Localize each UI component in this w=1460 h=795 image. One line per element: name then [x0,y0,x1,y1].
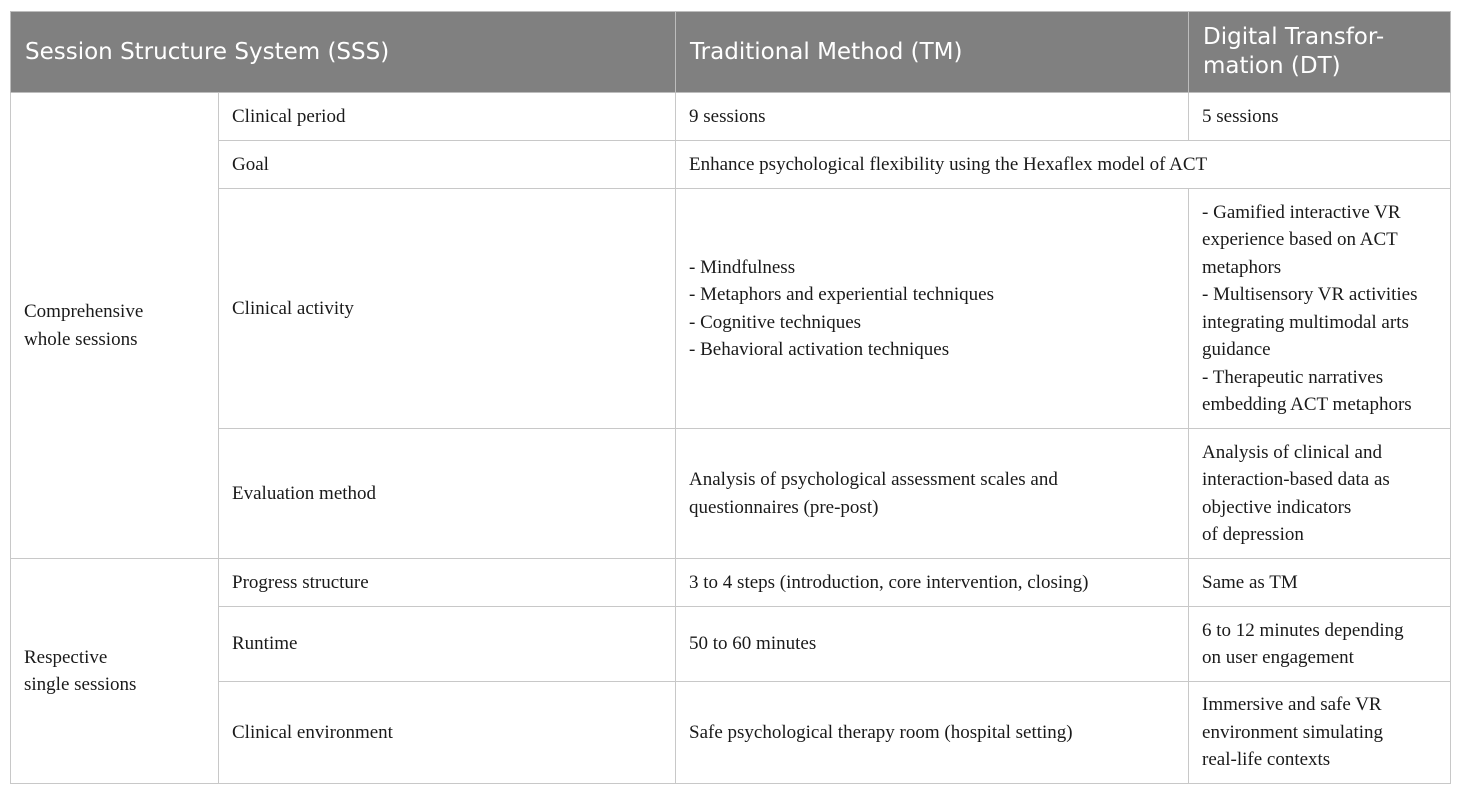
row-item: Runtime [219,607,676,682]
row-item: Clinical environment [219,682,676,784]
header-dt: Digital Transfor- mation (DT) [1189,12,1451,93]
row-item: Progress structure [219,559,676,607]
row-item: Clinical activity [219,189,676,429]
row-tm-value: Safe psychological therapy room (hospital setting) [676,682,1189,784]
row-tm-value: Analysis of psychological assessment scales and questionnaires (pre-post) [676,429,1189,559]
table-row [11,141,1451,189]
table-row [11,682,1451,784]
row-tm-value: 9 sessions [676,93,1189,141]
row-item: Clinical period [219,93,676,141]
session-structure-table [10,11,1451,784]
group-label-comprehensive: Comprehensive whole sessions [11,93,219,559]
header-sss: Session Structure System (SSS) [11,12,676,93]
row-item: Goal [219,141,676,189]
row-dt-value: Immersive and safe VR environment simulating real-life contexts [1189,682,1451,784]
row-tm-value: - Mindfulness - Metaphors and experiential techniques - Cognitive techniques - Behavioral activation techniques [676,189,1189,429]
row-dt-value: 5 sessions [1189,93,1451,141]
row-dt-value: Analysis of clinical and interaction-based data as objective indicators of depression [1189,429,1451,559]
row-tm-value: 50 to 60 minutes [676,607,1189,682]
row-item: Evaluation method [219,429,676,559]
row-tm-value: 3 to 4 steps (introduction, core intervention, closing) [676,559,1189,607]
header-tm: Traditional Method (TM) [676,12,1189,93]
group-label-respective: Respective single sessions [11,559,219,784]
row-dt-value: Same as TM [1189,559,1451,607]
header-row [11,12,1451,93]
row-dt-value: 6 to 12 minutes depending on user engagement [1189,607,1451,682]
table-row [11,607,1451,682]
table-row [11,429,1451,559]
row-shared-value: Enhance psychological flexibility using the Hexaflex model of ACT [676,141,1451,189]
table-row [11,559,1451,607]
table-row [11,93,1451,141]
row-dt-value: - Gamified interactive VR experience based on ACT metaphors - Multisensory VR activities integrating multimodal arts guidance - Therapeutic narratives embedding ACT metaphors [1189,189,1451,429]
table-row [11,189,1451,429]
